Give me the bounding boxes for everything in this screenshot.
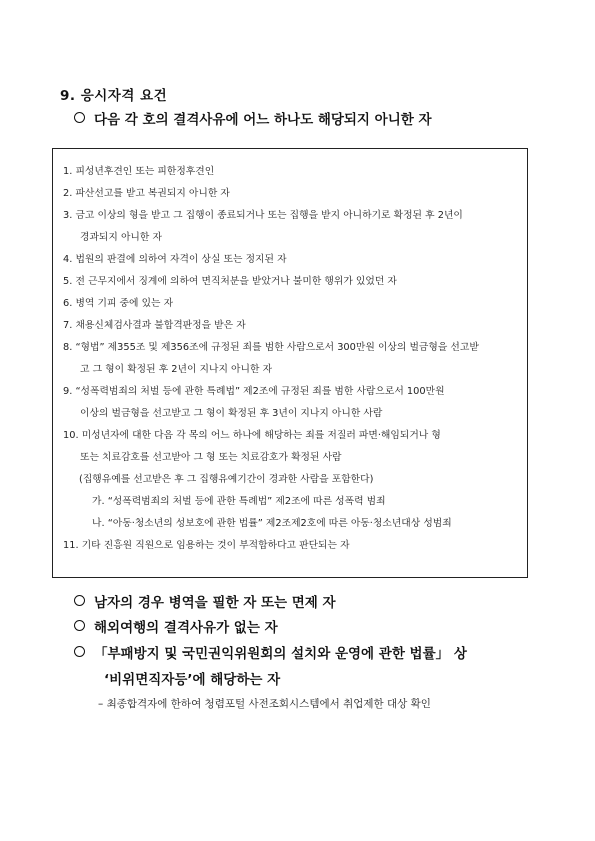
condition-anticorruption-text: 「부패방지 및 국민권익위원회의 설치와 운영에 관한 법률」 상 [94,646,467,662]
condition-anticorruption [74,642,467,662]
list-item-note: (집행유예를 선고받은 후 그 집행유예기간이 경과한 사람을 포함한다) [79,474,374,485]
list-item: 1. 피성년후견인 또는 피한정후견인 [63,166,215,177]
list-item: 8. “형법” 제355조 및 제356조에 규정된 죄를 범한 사람으로서 300만원 이상의 벌금형을 선고받 [63,342,479,353]
list-item: 2. 파산선고를 받고 복권되지 아니한 자 [63,188,230,199]
list-item: 7. 채용신체검사결과 불합격판정을 받은 자 [63,320,246,331]
condition-military-text: 남자의 경우 병역을 필한 자 또는 면제 자 [94,595,336,611]
disqualification-box [52,148,528,578]
list-item-continuation: 경과되지 아니한 자 [80,232,162,243]
list-item: 3. 금고 이상의 형을 받고 그 집행이 종료되거나 또는 집행을 받지 아니하기로 확정된 후 2년이 [63,210,463,221]
list-item: 10. 미성년자에 대한 다음 각 목의 어느 하나에 해당하는 죄를 저질러 파면·해임되거나 형 [63,430,441,441]
list-item: 4. 법원의 판결에 의하여 자격이 상실 또는 정지된 자 [63,254,287,265]
condition-overseas [74,616,278,636]
list-item-continuation: 또는 치료감호를 선고받아 그 형 또는 치료감호가 확정된 사람 [80,452,342,463]
main-condition-text: 다음 각 호의 결격사유에 어느 하나도 해당되지 아니한 자 [94,112,432,128]
list-item: 9. “성폭력범죄의 처벌 등에 관한 특례법” 제2조에 규정된 죄를 범한 사람으로서 100만원 [63,386,445,397]
list-item: 11. 기타 진흥원 직원으로 임용하는 것이 부적합하다고 판단되는 자 [63,540,350,551]
list-item-continuation: 이상의 벌금형을 선고받고 그 형이 확정된 후 3년이 지나지 아니한 사람 [80,408,383,419]
circle-bullet-icon [74,595,85,606]
list-subitem: 가. “성폭력범죄의 처벌 등에 관한 특례법” 제2조에 따른 성폭력 범죄 [92,496,386,507]
circle-bullet-icon [74,646,85,657]
list-item: 5. 전 근무지에서 징계에 의하여 면직처분을 받았거나 불미한 행위가 있었던 자 [63,276,397,287]
list-subitem: 나. “아동·청소년의 성보호에 관한 법률” 제2조제2호에 따른 아동·청소년대상 성범죄 [92,518,452,529]
condition-military [74,591,336,611]
section-heading: 9. 응시자격 요건 [60,88,168,104]
main-condition [74,108,432,128]
circle-bullet-icon [74,112,85,123]
list-item-continuation: 고 그 형이 확정된 후 2년이 지나지 아니한 자 [80,364,273,375]
list-item: 6. 병역 기피 중에 있는 자 [63,298,174,309]
condition-anticorruption-continuation: ‘비위면직자등’에 해당하는 자 [104,672,281,688]
condition-note: – 최종합격자에 한하여 청렴포털 사전조회시스템에서 취업제한 대상 확인 [98,698,431,710]
circle-bullet-icon [74,620,85,631]
condition-overseas-text: 해외여행의 결격사유가 없는 자 [94,620,278,636]
